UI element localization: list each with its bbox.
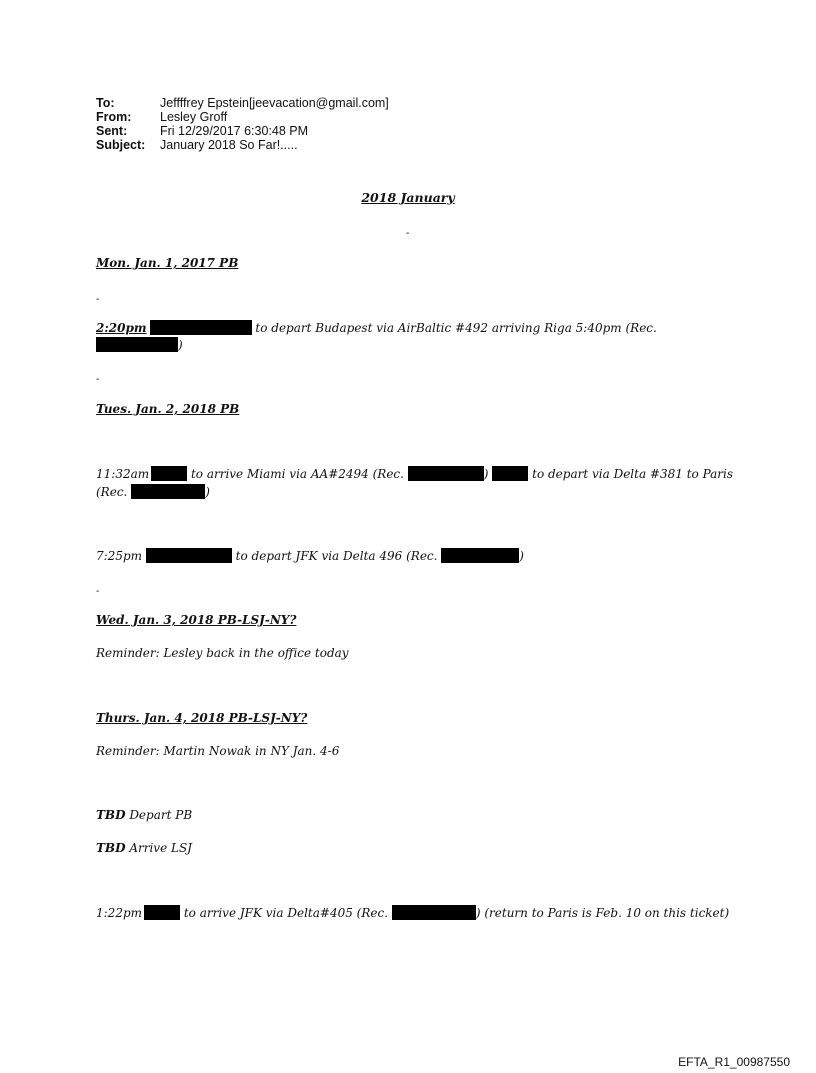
from-label: From: bbox=[96, 110, 132, 124]
day2-entry2-text2: ) bbox=[519, 549, 524, 563]
day4-tbd1 bbox=[96, 808, 192, 822]
day2-entry2-time: 7:25pm bbox=[96, 549, 143, 563]
dash-1: - bbox=[96, 294, 100, 305]
subject-value: January 2018 So Far!..... bbox=[160, 138, 298, 152]
day4-entry-text1: to arrive JFK via Delta#405 (Rec. bbox=[183, 906, 389, 920]
day2-entry1 bbox=[96, 466, 733, 481]
day1-time: 2:20pm bbox=[96, 321, 147, 335]
day1-entry-cont bbox=[96, 337, 183, 352]
day1-close-paren: ) bbox=[178, 338, 183, 352]
day4-entry-time: 1:22pm bbox=[96, 906, 143, 920]
redaction-block bbox=[146, 548, 232, 563]
day3-reminder: Reminder: Lesley back in the office today bbox=[96, 646, 349, 660]
day1-heading: Mon. Jan. 1, 2017 PB bbox=[96, 256, 239, 270]
day2-entry2-text1: to depart JFK via Delta 496 (Rec. bbox=[235, 549, 438, 563]
tbd2-label: TBD bbox=[96, 841, 126, 855]
footer-document-id: EFTA_R1_00987550 bbox=[678, 1055, 790, 1069]
subject-label: Subject: bbox=[96, 138, 146, 152]
tbd2-text: Arrive LSJ bbox=[129, 841, 192, 855]
day2-entry1-text1: to arrive Miami via AA#2494 (Rec. bbox=[190, 467, 404, 481]
dash-3: - bbox=[96, 586, 100, 597]
redaction-block bbox=[144, 905, 180, 920]
day4-entry-text2: ) (return to Paris is Feb. 10 on this ticket) bbox=[475, 906, 730, 920]
day4-reminder: Reminder: Martin Nowak in NY Jan. 4-6 bbox=[96, 744, 340, 758]
redaction-block bbox=[151, 466, 187, 481]
sent-label: Sent: bbox=[96, 124, 128, 138]
redaction-block bbox=[150, 320, 252, 335]
document-title: 2018 January bbox=[361, 190, 455, 205]
email-header bbox=[96, 96, 389, 152]
day2-entry1-text2: ) bbox=[483, 467, 489, 481]
redaction-block bbox=[441, 548, 519, 563]
dash-center: - bbox=[406, 228, 410, 239]
redaction-block bbox=[96, 337, 178, 352]
day2-heading: Tues. Jan. 2, 2018 PB bbox=[96, 402, 240, 416]
day1-entry-text: to depart Budapest via AirBaltic #492 arriving Riga 5:40pm (Rec. bbox=[255, 321, 657, 335]
from-value: Lesley Groff bbox=[160, 110, 228, 124]
redaction-block bbox=[392, 905, 476, 920]
dash-2: - bbox=[96, 374, 100, 385]
day3-heading: Wed. Jan. 3, 2018 PB-LSJ-NY? bbox=[96, 613, 297, 627]
to-label: To: bbox=[96, 96, 115, 110]
day2-entry1-cont bbox=[96, 484, 210, 499]
day2-entry1-text5: ) bbox=[205, 485, 210, 499]
day2-entry1-time: 11:32am bbox=[96, 467, 150, 481]
day4-tbd2 bbox=[96, 841, 192, 855]
day2-entry1-text4: (Rec. bbox=[96, 485, 128, 499]
redaction-block bbox=[408, 466, 484, 481]
redaction-block bbox=[492, 466, 528, 481]
sent-value: Fri 12/29/2017 6:30:48 PM bbox=[160, 124, 309, 138]
day4-entry bbox=[96, 905, 729, 920]
redaction-block bbox=[131, 484, 205, 499]
tbd1-label: TBD bbox=[96, 808, 126, 822]
day2-entry2 bbox=[96, 548, 524, 563]
to-value: Jeffffrey Epstein[jeevacation@gmail.com] bbox=[160, 96, 389, 110]
day2-entry1-text3: to depart via Delta #381 to Paris bbox=[532, 467, 733, 481]
tbd1-text: Depart PB bbox=[129, 808, 193, 822]
day1-entry bbox=[96, 320, 657, 335]
day4-heading: Thurs. Jan. 4, 2018 PB-LSJ-NY? bbox=[96, 711, 308, 725]
